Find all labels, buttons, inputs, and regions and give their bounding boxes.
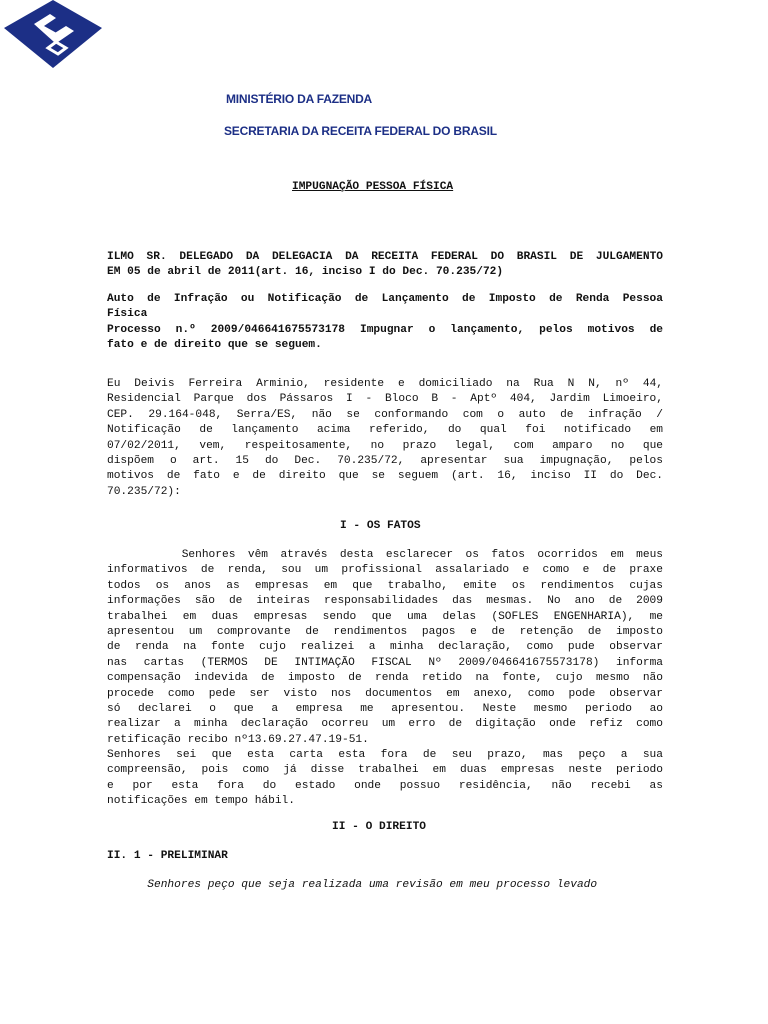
intro-line: 70.235/72): (107, 485, 181, 498)
reference-line: Física (107, 308, 148, 321)
facts-line: só declarei o que a empresa me apresentou. Neste mesmo periodo ao (107, 702, 663, 715)
intro-line: CEP. 29.164-048, Serra/ES, não se conformando com o auto de infração / (107, 408, 663, 421)
facts-line: notificações em tempo hábil. (107, 795, 295, 808)
intro-line: 07/02/2011, vem, respeitosamente, no prazo legal, com amparo no que (107, 439, 663, 452)
intro-line: Residencial Parque dos Pássaros I - Bloco B - Aptº 404, Jardim Limoeiro, (107, 393, 663, 406)
facts-line: informações são de inteiras responsabilidades das mesmas. No ano de 2009 (107, 595, 663, 608)
facts-line: Senhores vêm através desta esclarecer os fatos ocorridos em meus (107, 549, 663, 561)
facts-line: realizar a minha declaração ocorreu um erro de digitação onde refiz como (107, 718, 663, 731)
intro-line: Notificação de lançamento acima referido, do qual foi notificado em (107, 424, 663, 437)
facts-line: compreensão, pois como já disse trabalhei em duas empresas neste periodo (107, 764, 663, 777)
facts-line: nas cartas (TERMOS DE INTIMAÇÃO FISCAL Nº 2009/046641675573178) informa (107, 656, 663, 669)
facts-line: e por esta fora do estado onde possuo residência, não recebi as (107, 779, 663, 792)
facts-line: compensação indevida de imposto de renda retido na fonte, cujo mesmo não (107, 672, 663, 685)
facts-line: Senhores sei que esta carta esta fora de seu prazo, mas peço a sua (107, 749, 663, 762)
document-title: IMPUGNAÇÃO PESSOA FÍSICA (292, 181, 454, 193)
facts-line: de renda na fonte cujo realizei a minha declaração, como pude observar (107, 641, 663, 654)
addressee-block (107, 250, 663, 281)
facts-paragraph (107, 548, 663, 810)
subsection-heading-preliminar: II. 1 - PRELIMINAR (107, 850, 228, 862)
secretaria-heading: SECRETARIA DA RECEITA FEDERAL DO BRASIL (224, 124, 497, 138)
preliminar-paragraph (107, 878, 663, 893)
section-heading-direito: II - O DIREITO (332, 821, 426, 833)
facts-line: informativos de renda, sou um profissional assalariado e como e de praxe (107, 564, 663, 577)
reference-line: fato e de direito que se seguem. (107, 339, 322, 352)
section-heading-fatos: I - OS FATOS (340, 520, 421, 532)
addressee-line: EM 05 de abril de 2011(art. 16, inciso I do Dec. 70.235/72) (107, 266, 504, 279)
reference-block (107, 292, 663, 354)
preliminar-line: Senhores peço que seja realizada uma revisão em meu processo levado (107, 879, 598, 891)
addressee-line: ILMO SR. DELEGADO DA DELEGACIA DA RECEITA FEDERAL DO BRASIL DE JULGAMENTO (107, 251, 663, 263)
facts-line: procede como pede ser visto nos documentos em anexo, como pode observar (107, 687, 663, 700)
receita-federal-logo-icon (4, 0, 102, 68)
facts-line: retificação recibo nº13.69.27.47.19-51. (107, 733, 369, 746)
reference-line: Processo n.º 2009/046641675573178 Impugnar o lançamento, pelos motivos de (107, 323, 663, 336)
facts-line: trabalhei em duas empresas sendo que uma delas (SOFLES ENGENHARIA), me (107, 610, 663, 623)
intro-line: motivos de fato e de direito que se seguem (art. 16, inciso II do Dec. (107, 470, 663, 483)
facts-line: todos os anos as empresas em que trabalho, emite os rendimentos cujas (107, 579, 663, 592)
ministry-heading: MINISTÉRIO DA FAZENDA (226, 92, 373, 106)
reference-line: Auto de Infração ou Notificação de Lançamento de Imposto de Renda Pessoa (107, 293, 663, 305)
intro-line: dispõem o art. 15 do Dec. 70.235/72, apresentar sua impugnação, pelos (107, 454, 663, 467)
intro-paragraph (107, 377, 663, 500)
intro-line: Eu Deivis Ferreira Arminio, residente e domiciliado na Rua N N, nº 44, (107, 378, 663, 390)
facts-line: apresentou um comprovante de rendimentos pagos e de retenção de imposto (107, 625, 663, 638)
